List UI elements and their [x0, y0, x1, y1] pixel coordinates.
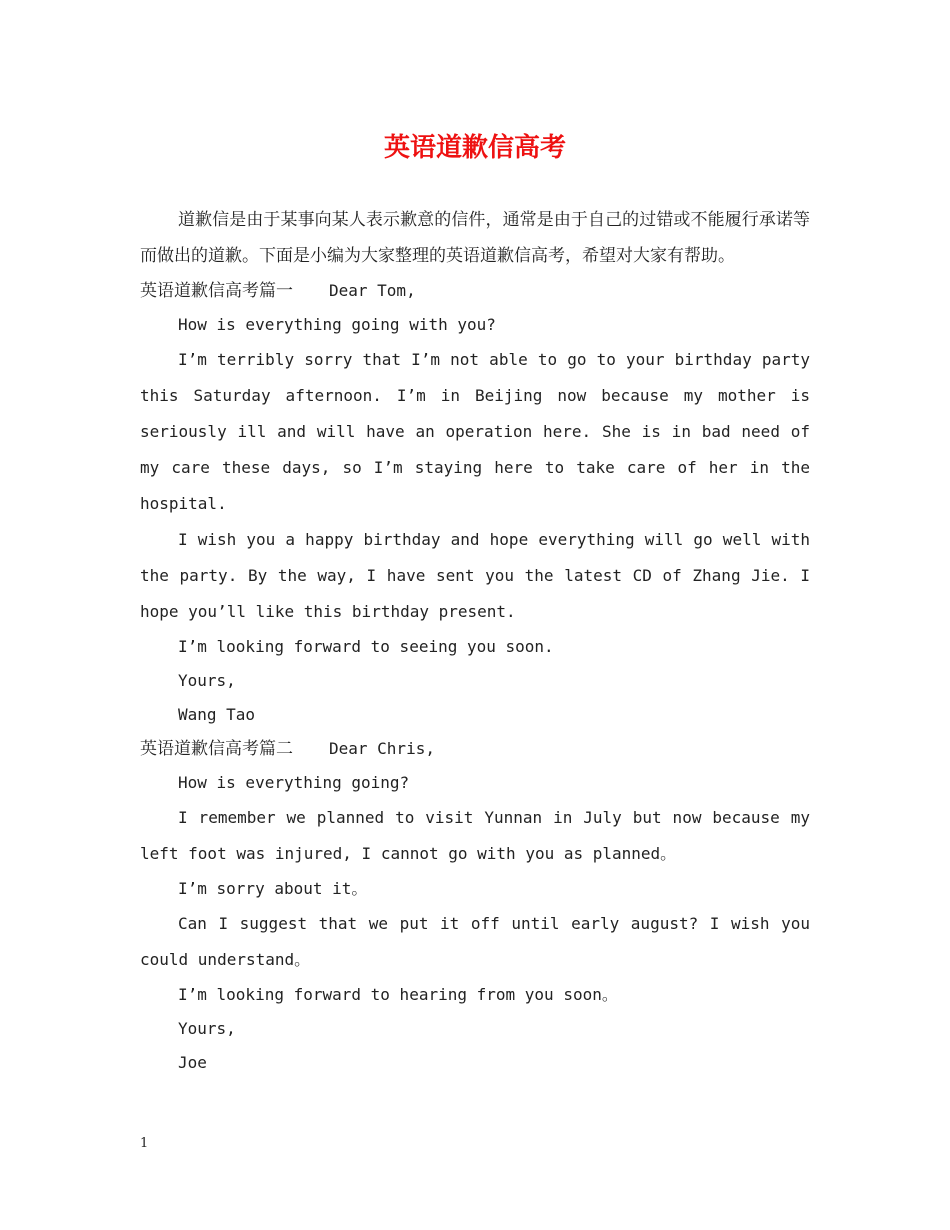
- closing: Yours,: [178, 1019, 236, 1038]
- document-body: [140, 202, 810, 1080]
- closing: Yours,: [178, 671, 236, 690]
- letter-paragraph: I remember we planned to visit Yunnan in July but now because my left foot was injured, I cannot go with you as planned。: [140, 808, 810, 863]
- letter-line: I’m looking forward to seeing you soon.: [178, 637, 554, 656]
- document-title: 英语道歉信高考: [383, 133, 566, 163]
- letter-paragraph: I’m terribly sorry that I’m not able to go to your birthday party this Saturday afternoon. I’m in Beijing now because my mother is seriously ill and will have an operation here. She is in bad need of my care these days, so I’m staying here to take care of her in the hospital.: [140, 350, 810, 513]
- salutation: Dear Chris,: [329, 739, 435, 758]
- salutation: Dear Tom,: [329, 281, 416, 300]
- letter-line: I’m looking forward to hearing from you soon。: [178, 985, 618, 1004]
- letter-paragraph: I wish you a happy birthday and hope everything will go well with the party. By the way, I have sent you the latest CD of Zhang Jie. I hope you’ll like this birthday present.: [140, 530, 810, 621]
- signature: Wang Tao: [178, 705, 256, 724]
- letter-line: How is everything going?: [178, 773, 410, 792]
- signature: Joe: [178, 1053, 207, 1072]
- page-number: 1: [140, 1136, 149, 1151]
- letter-1: [140, 274, 810, 732]
- intro-paragraph: 道歉信是由于某事向某人表示歉意的信件，通常是由于自己的过错或不能履行承诺等而做出的道歉。下面是小编为大家整理的英语道歉信高考，希望对大家有帮助。: [140, 210, 810, 266]
- letter-heading-line: [140, 732, 810, 766]
- letter-paragraph: Can I suggest that we put it off until early august? I wish you could understand。: [140, 914, 810, 969]
- letter-2: [140, 732, 810, 1080]
- letter-heading: 英语道歉信高考篇一: [140, 281, 293, 301]
- letter-line: How is everything going with you?: [178, 315, 496, 334]
- letter-heading: 英语道歉信高考篇二: [140, 739, 293, 759]
- letter-heading-line: [140, 274, 810, 308]
- letter-line: I’m sorry about it。: [178, 879, 368, 898]
